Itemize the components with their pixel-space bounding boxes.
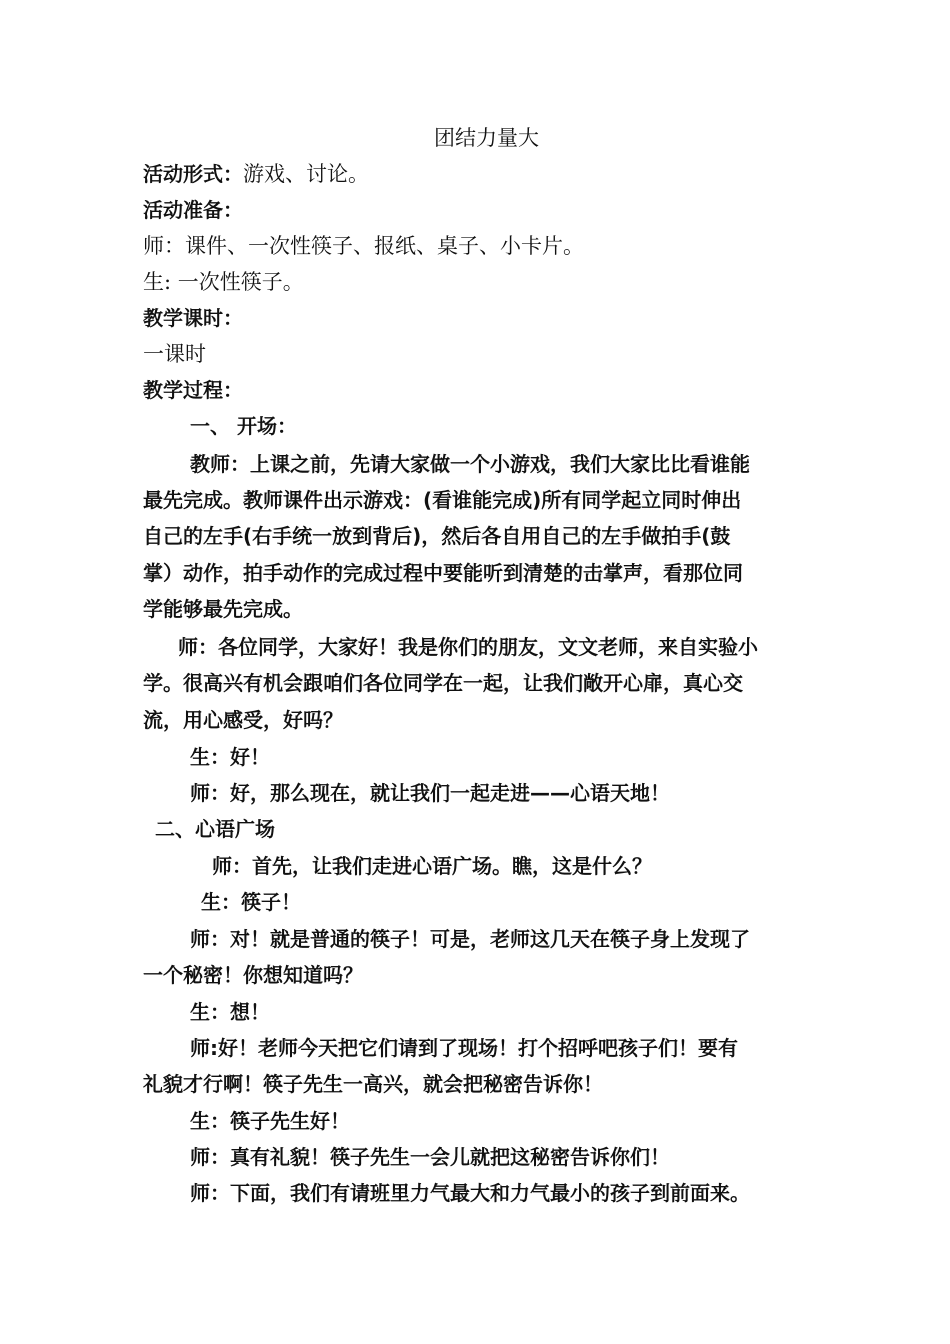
prep-student: 生: 一次性筷子。 [143, 270, 304, 294]
activity-form-label: 活动形式： [143, 162, 243, 186]
paragraph-1-line-3: 自己的左手(右手统一放到背后)，然后各自用自己的左手做拍手(鼓 [143, 524, 731, 548]
paragraph-1-line-4: 掌）动作，拍手动作的完成过程中要能听到清楚的击掌声，看那位同 [143, 561, 743, 585]
dialogue-teacher-2: 师：首先，让我们走进心语广场。瞧，这是什么？ [212, 854, 652, 878]
teaching-hours-label: 教学课时： [143, 306, 243, 330]
dialogue-teacher-4: 师：下面，我们有请班里力气最大和力气最小的孩子到前面来。 [190, 1181, 750, 1205]
paragraph-9-line-2: 礼貌才行啊！筷子先生一高兴，就会把秘密告诉你！ [143, 1072, 603, 1096]
paragraph-2-line-2: 学。很高兴有机会跟咱们各位同学在一起，让我们敞开心扉，真心交 [143, 671, 743, 695]
section-heading-1: 一、 开场： [190, 414, 297, 438]
dialogue-student-4: 生：筷子先生好！ [190, 1109, 350, 1133]
dialogue-student-2: 生：筷子！ [201, 890, 301, 914]
section-heading-2: 二、心语广场 [155, 817, 275, 841]
paragraph-1-line-5: 学能够最先完成。 [143, 597, 303, 621]
prep-teacher: 师：课件、一次性筷子、报纸、桌子、小卡片。 [143, 234, 584, 258]
paragraph-7-line-2: 一个秘密！你想知道吗？ [143, 963, 363, 987]
paragraph-2-line-3: 流，用心感受，好吗？ [143, 708, 343, 732]
activity-form-line [143, 160, 369, 188]
paragraph-7-line-1: 师：对！就是普通的筷子！可是，老师这几天在筷子身上发现了 [190, 927, 750, 951]
dialogue-student-3: 生：想！ [190, 1000, 270, 1024]
teaching-hours-value: 一课时 [143, 342, 206, 366]
paragraph-2-line-1: 师：各位同学，大家好！我是你们的朋友，文文老师，来自实验小 [178, 635, 758, 659]
dialogue-student-1: 生：好！ [190, 745, 270, 769]
paragraph-1-line-2: 最先完成。教师课件出示游戏：(看谁能完成)所有同学起立同时伸出 [143, 488, 742, 512]
dialogue-teacher-1: 师：好，那么现在，就让我们一起走进——心语天地！ [190, 781, 670, 805]
activity-prep-label: 活动准备： [143, 198, 243, 222]
teaching-process-label: 教学过程： [143, 378, 243, 402]
dialogue-teacher-3: 师：真有礼貌！筷子先生一会儿就把这秘密告诉你们！ [190, 1145, 670, 1169]
paragraph-1-line-1: 教师：上课之前，先请大家做一个小游戏，我们大家比比看谁能 [190, 452, 750, 476]
paragraph-9-line-1: 师:好！老师今天把它们请到了现场！打个招呼吧孩子们！要有 [190, 1036, 738, 1060]
activity-form-value: 游戏、讨论。 [243, 162, 369, 186]
document-title: 团结力量大 [434, 126, 539, 150]
